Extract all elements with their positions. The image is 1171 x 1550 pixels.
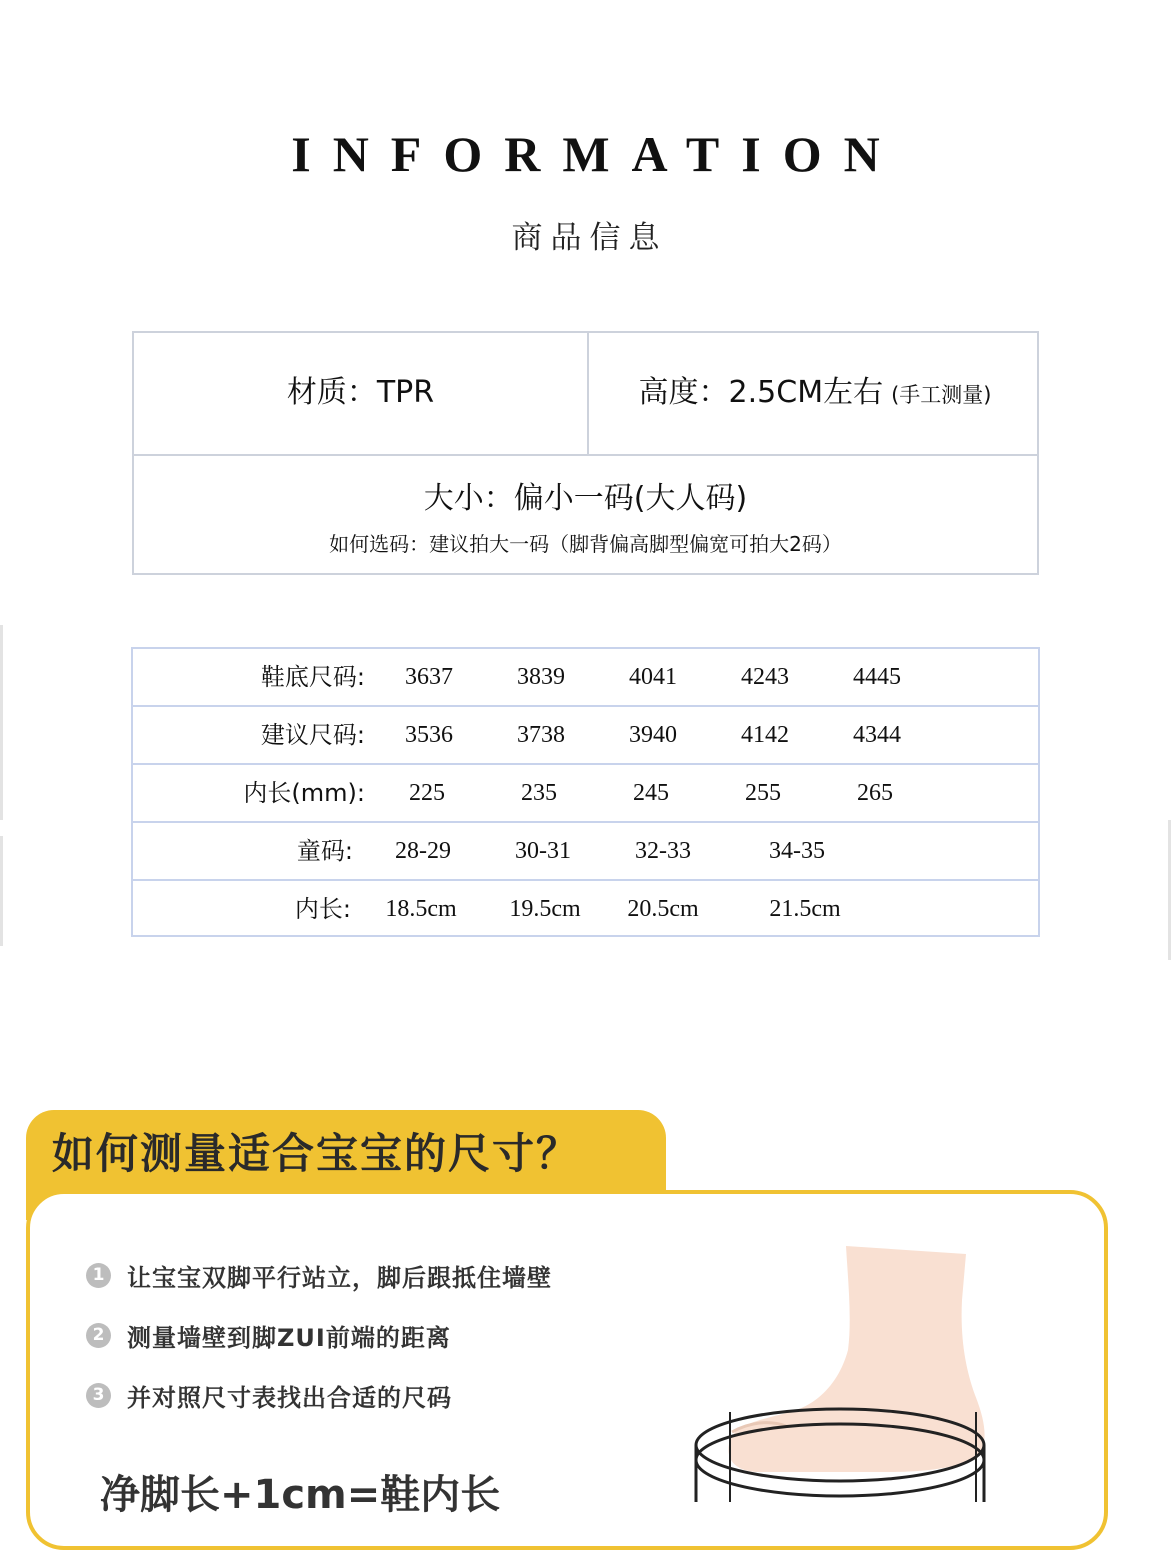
step-2 [86, 1318, 451, 1358]
table-cell: 32-33 [635, 838, 691, 864]
table-row-label: 内长: [294, 895, 351, 923]
table-cell: 34-35 [769, 838, 825, 864]
table-cell: 4445 [853, 664, 901, 690]
table-cell: 3536 [405, 722, 453, 748]
page-subtitle: 商品信息 [511, 220, 668, 256]
size-table [131, 647, 1040, 937]
table-cell: 4142 [741, 722, 789, 748]
table-row [133, 823, 1038, 881]
table-cell: 235 [521, 780, 557, 806]
table-cell: 18.5cm [385, 896, 457, 922]
left-edge-mark-lower [0, 836, 3, 946]
table-cell: 30-31 [515, 838, 571, 864]
measure-formula: 净脚长+1cm=鞋内长 [100, 1472, 501, 1518]
material-text [134, 371, 587, 415]
table-cell: 3637 [405, 664, 453, 690]
step-text: 测量墙壁到脚ZUI前端的距离 [127, 1324, 451, 1352]
table-cell: 21.5cm [769, 896, 841, 922]
table-cell: 245 [633, 780, 669, 806]
table-cell: 4344 [853, 722, 901, 748]
table-cell: 4041 [629, 664, 677, 690]
size-text: 大小：偏小一码(大人码) [423, 481, 748, 516]
step-number-icon: 3 [86, 1383, 111, 1408]
table-row [133, 881, 1038, 939]
step-text: 并对照尺寸表找出合适的尺码 [127, 1384, 452, 1412]
table-cell: 4243 [741, 664, 789, 690]
table-row-label: 童码: [296, 837, 353, 865]
table-cell: 255 [745, 780, 781, 806]
table-cell: 28-29 [395, 838, 451, 864]
table-cell: 225 [409, 780, 445, 806]
table-row-label: 鞋底尺码: [260, 663, 365, 691]
step-3 [86, 1378, 452, 1418]
product-info-box [132, 331, 1039, 575]
table-row [133, 649, 1038, 707]
table-row [133, 765, 1038, 823]
height-value: 高度：2.5CM左右 [638, 375, 884, 410]
table-cell: 19.5cm [509, 896, 581, 922]
table-cell: 265 [857, 780, 893, 806]
foot-illustration-icon [690, 1240, 1010, 1506]
table-row-label: 内长(mm): [243, 779, 365, 807]
height-text [589, 371, 1041, 417]
table-cell: 20.5cm [627, 896, 699, 922]
height-note: (手工测量) [891, 383, 992, 407]
measure-title: 如何测量适合宝宝的尺寸？ [52, 1129, 581, 1178]
howto-select-text: 如何选码：建议拍大一码（脚背偏高脚型偏宽可拍大2码） [329, 532, 842, 556]
material-value: 材质：TPR [286, 375, 435, 410]
step-number-icon: 1 [86, 1263, 111, 1288]
info-divider-horizontal [134, 454, 1037, 456]
page-title: INFORMATION [291, 126, 902, 182]
table-cell: 3738 [517, 722, 565, 748]
step-text: 让宝宝双脚平行站立，脚后跟抵住墙壁 [127, 1264, 552, 1292]
table-row-label: 建议尺码: [260, 721, 365, 749]
table-cell: 3839 [517, 664, 565, 690]
step-1 [86, 1258, 552, 1298]
table-row [133, 707, 1038, 765]
left-edge-mark [0, 625, 3, 820]
step-number-icon: 2 [86, 1323, 111, 1348]
table-cell: 3940 [629, 722, 677, 748]
